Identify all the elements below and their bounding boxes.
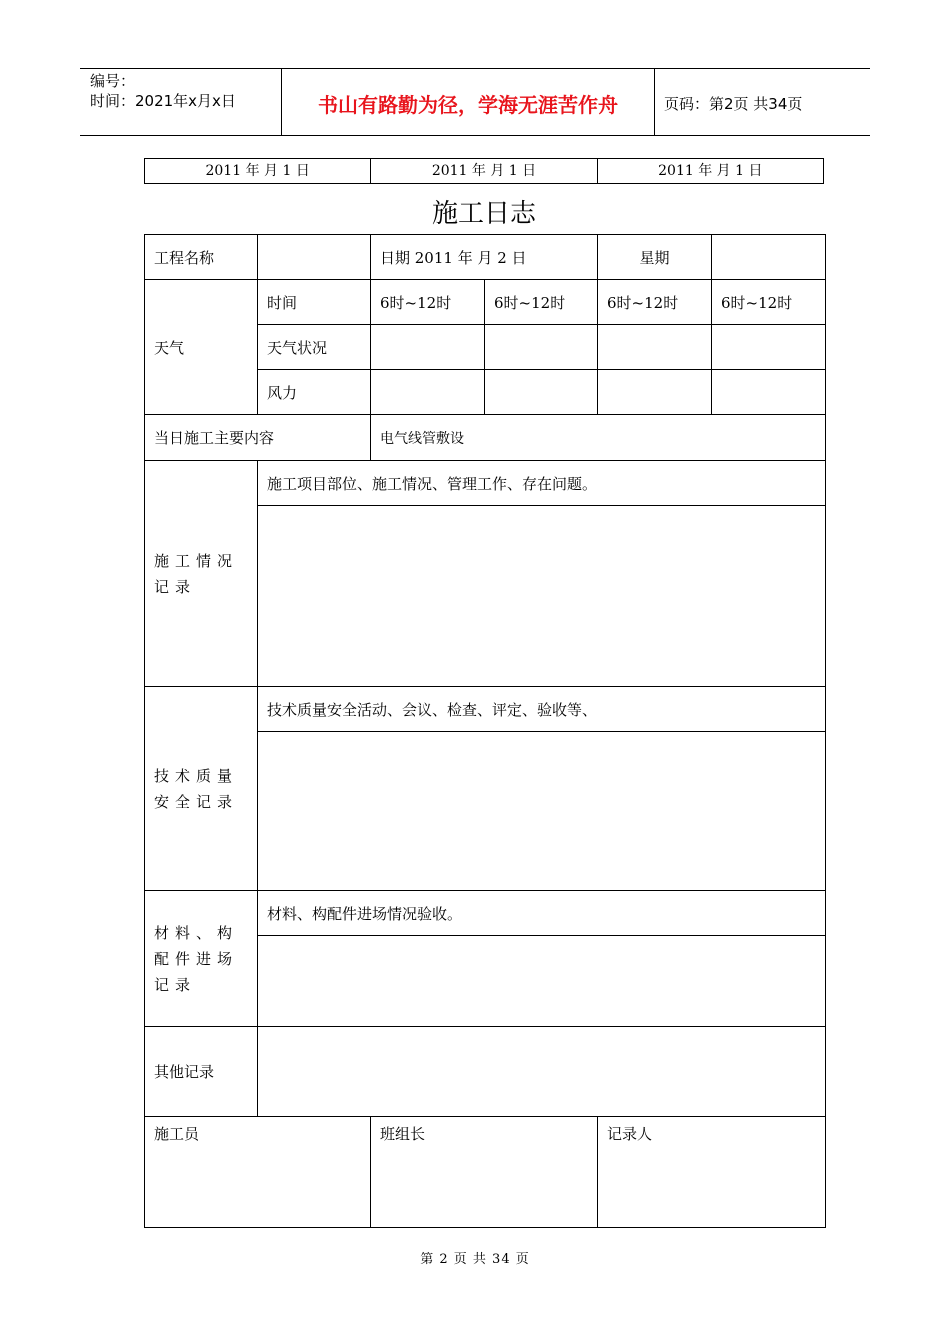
material-record-field[interactable] [258, 936, 826, 1027]
time-slot: 6时~12时 [598, 280, 712, 325]
material-record-label: 材料、构配件进场记录 [145, 891, 258, 1027]
wind-label: 风力 [258, 370, 371, 415]
tech-record-label: 技术质量安全记录 [145, 687, 258, 891]
construction-record-hint: 施工项目部位、施工情况、管理工作、存在问题。 [258, 461, 826, 506]
page-footer: 第 2 页 共 34 页 [420, 1252, 530, 1267]
weather-label: 天气 [145, 280, 258, 415]
weather-status-field[interactable] [712, 325, 826, 370]
project-name-field[interactable] [258, 235, 371, 280]
wind-field[interactable] [598, 370, 712, 415]
time-slot: 6时~12时 [371, 280, 485, 325]
time-slot: 6时~12时 [712, 280, 826, 325]
header-page-info: 页码：第2页 共34页 [664, 95, 803, 113]
header-divider [654, 68, 655, 135]
project-name-label: 工程名称 [145, 235, 258, 280]
weather-status-field[interactable] [371, 325, 485, 370]
tech-record-field[interactable] [258, 732, 826, 891]
document-number-label: 编号： [90, 72, 136, 90]
wind-field[interactable] [371, 370, 485, 415]
construction-record-field[interactable] [258, 506, 826, 687]
weekday-label: 星期 [598, 235, 712, 280]
document-title: 施工日志 [431, 199, 536, 229]
time-slot: 6时~12时 [485, 280, 598, 325]
construction-log-table [144, 234, 826, 1228]
tech-record-hint: 技术质量安全活动、会议、检查、评定、验收等、 [258, 687, 826, 732]
team-leader-signature[interactable]: 班组长 [371, 1117, 598, 1228]
other-record-label: 其他记录 [145, 1027, 258, 1117]
material-record-hint: 材料、构配件进场情况验收。 [258, 891, 826, 936]
weather-status-field[interactable] [485, 325, 598, 370]
time-label: 时间 [258, 280, 371, 325]
other-record-field[interactable] [258, 1027, 826, 1117]
wind-field[interactable] [712, 370, 826, 415]
date-strip-cell: 2011 年 月 1 日 [597, 159, 823, 183]
header-top-rule [80, 68, 870, 69]
weather-status-label: 天气状况 [258, 325, 371, 370]
main-content-field[interactable]: 电气线管敷设 [371, 415, 826, 461]
construction-record-label: 施工情况记录 [145, 461, 258, 687]
weather-status-field[interactable] [598, 325, 712, 370]
date-strip-cell: 2011 年 月 1 日 [370, 159, 596, 183]
header-meta [90, 71, 236, 111]
recorder-signature[interactable]: 记录人 [598, 1117, 826, 1228]
date-strip-cell: 2011 年 月 1 日 [205, 163, 310, 179]
constructor-signature[interactable]: 施工员 [145, 1117, 371, 1228]
weekday-field[interactable] [712, 235, 826, 280]
wind-field[interactable] [485, 370, 598, 415]
header-motto: 书山有路勤为径，学海无涯苦作舟 [318, 93, 618, 117]
date-strip [144, 158, 824, 184]
header-bottom-rule [80, 135, 870, 136]
main-content-label: 当日施工主要内容 [145, 415, 371, 461]
date-label: 日期 2011 年 月 2 日 [371, 235, 598, 280]
document-time-label: 时间：2021年x月x日 [90, 92, 236, 110]
